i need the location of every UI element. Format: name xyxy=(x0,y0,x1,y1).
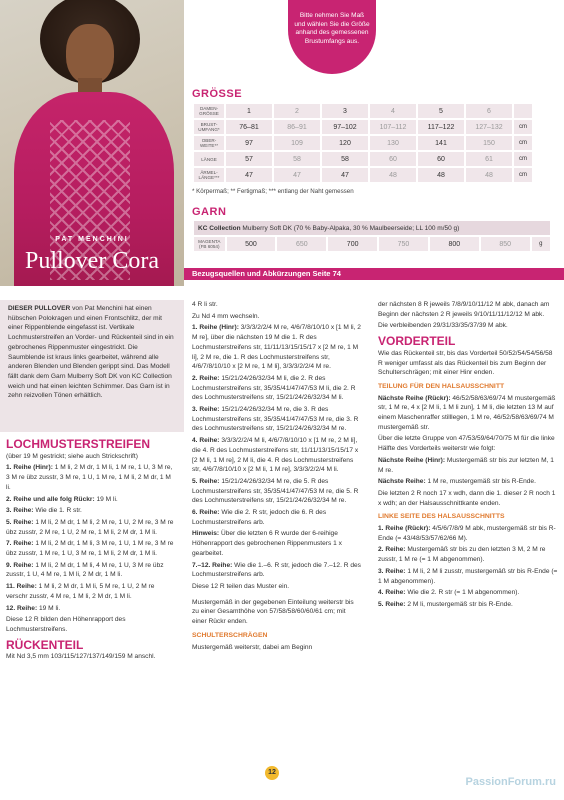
teilung-3: Nächste Reihe (Hinr): Mustergemäß str bis zur letzten M, 1 M re. xyxy=(378,456,554,474)
col2-p2: Zu Nd 4 mm wechseln. xyxy=(192,312,260,320)
size-row-label: ÄRMEL-LÄNGE*** xyxy=(194,168,224,182)
left-row-4: 4. Reihe: Wie die 2. R str (= 1 M abgenommen). xyxy=(378,589,520,597)
size-cell: 97 xyxy=(226,136,272,150)
left-row-1: 1. Reihe (Rückr): 4/5/6/7/8/9 M abk, mustergemäß str bis R-Ende (= 43/48/53/57/62/66 M). xyxy=(378,525,556,542)
size-cell: 107–112 xyxy=(370,120,416,134)
size-cell: 5 xyxy=(418,104,464,118)
sources-bar: Bezugsquellen und Abkürzungen Seite 74 xyxy=(184,268,564,280)
designer-name: PAT MENCHINI xyxy=(55,236,129,243)
size-cell: 109 xyxy=(274,136,320,150)
size-unit: cm xyxy=(514,152,532,166)
size-row-label: OBER-WEITE** xyxy=(194,136,224,150)
watermark: PassionForum.ru xyxy=(465,776,556,788)
row-11: 11. Reihe: 1 M li, 2 M dr, 1 M li, 5 M re, 1 U, 2 M re verschr zusstr, 4 M re, 1 M li, 2 M dr, 1 M li. xyxy=(6,583,155,600)
back-row-2: 2. Reihe: 15/21/24/26/32/34 M li, die 2. R des Lochmusterstreifens str, 35/35/41/47/47/53 M li, die 2. R des Lochmusterstreifens str, 15/21/24/26/32/34 M li. xyxy=(192,374,356,402)
size-unit: cm xyxy=(514,168,532,182)
yarn-amount: 800 xyxy=(430,237,479,251)
teilung-heading: TEILUNG FÜR DEN HALSAUSSCHNITT xyxy=(378,382,505,390)
schulter-text: Mustergemäß weiterstr, dabei am Beginn xyxy=(192,643,313,651)
yarn-amount: 850 xyxy=(481,237,530,251)
intro-text: DIESER PULLOVER von Pat Menchini hat einen hübschen Polokragen und einen Frontschlitz, der mit einer Rippenblende eingefasst ist. Vertikale Lochmusterstreifen an Vorder- und Rückenteil sind in ein gebrochenes Rippenmuster eingestrickt. Die Saumblende ist kraus links gearbeitet, während alle anderen Blenden und Blenden gerippt sind. Das Modell fällt dank dem Garn Mulberry Soft DK von KC Collection weich und hat einen leichten Schimmer. Das Garn ist in zehn reizvollen Tönen erhältlich. xyxy=(8,305,174,400)
col2-p3: Mustergemäß in der gegebenen Einteilung weiterstr bis zu einer Gesamthöhe von 57/58/58/60/60/61 cm; mit einer Rückr enden. xyxy=(192,598,354,626)
row-9: 9. Reihe: 1 M li, 2 M dr, 1 M li, 4 M re, 1 U, 3 M re übz zusstr, 1 U, 4 M re, 1 M li, 2 M dr, 1 M li. xyxy=(6,561,164,579)
teilung-1: Nächste Reihe (Rückr): 46/52/58/63/69/74 M mustergemäß str, 1 M re, 4 x [2 M li, 1 M li zun], 1 M li, die letzten 13 M auf einem Maschenraffer stilllegen, 1 M re, 46/52/58/63/69/74 M mustergemäß str. xyxy=(378,394,556,431)
yarn-amount: 500 xyxy=(227,237,276,251)
size-cell: 97–102 xyxy=(322,120,368,134)
yarn-description: KC Collection Mulberry Soft DK (70 % Baby-Alpaka, 30 % Maulbeerseide; LL 100 m/50 g) xyxy=(194,221,550,235)
left-row-2: 2. Reihe: Mustergemäß str bis zu den letzten 3 M, 2 M re zusstr, 1 M re (= 1 M abgenommen). xyxy=(378,546,546,564)
size-cell: 48 xyxy=(466,168,512,182)
size-cell: 120 xyxy=(322,136,368,150)
size-cell: 61 xyxy=(466,152,512,166)
size-row-label: DAMEN-GRÖSSE xyxy=(194,104,224,118)
size-row xyxy=(194,152,532,166)
size-unit: cm xyxy=(514,120,532,134)
yarn-amount: 650 xyxy=(277,237,326,251)
size-cell: 47 xyxy=(274,168,320,182)
size-cell: 127–132 xyxy=(466,120,512,134)
groesse-heading: GRÖSSE xyxy=(192,88,243,100)
size-cell: 58 xyxy=(274,152,320,166)
back-row-3: 3. Reihe: 15/21/24/26/32/34 M re, die 3. R des Lochmusterstreifens str, 35/35/41/47/47/53 M re, die 3. R des Lochmusterstreifens str, 15/21/24/26/32/34 M re. xyxy=(192,406,359,433)
vorderteil-text: Wie das Rückenteil str, bis das Vorderteil 50/52/54/54/56/58 R weniger umfasst als das Rückenteil bis zum Beginn der Schulterschrägen; mit einer Hinr enden. xyxy=(378,349,553,377)
yarn-amount: 700 xyxy=(328,237,377,251)
size-cell: 76–81 xyxy=(226,120,272,134)
teilung-5: Die letzten 2 R noch 17 x wdh, dann die 1. dieser 2 R noch 1 x wdh; an der Halsausschnittkante enden. xyxy=(378,489,556,507)
yarn-amount: 750 xyxy=(379,237,428,251)
teilung-2: Über die letzte Gruppe von 47/53/59/64/70/75 M für die linke Hälfte des Vorderteils weiterstr wie folgt: xyxy=(378,435,555,453)
size-cell: 117–122 xyxy=(418,120,464,134)
pattern-title: Pullover Cora xyxy=(25,248,159,274)
row-3: 3. Reihe: Wie die 1. R str. xyxy=(6,507,82,515)
back-row-1: 1. Reihe (Hinr): 3/3/3/2/2/4 M re, 4/6/7/8/10/10 x [1 M li, 2 M re], über die nächsten 19 M die 1. R des Lochmusterstreifens str, 11/11/13/15/15/17 x [2 M re, 1 M li], 2 M re, die 1. R des Lochmusterstreifens str, 4/6/7/8/10/10 x [2 M re, 1 M li], 3/3/3/2/2/4 M re. xyxy=(192,324,361,371)
size-cell: 130 xyxy=(370,136,416,150)
yarn-unit: g xyxy=(532,237,550,251)
size-cell: 60 xyxy=(418,152,464,166)
hinweis: Hinweis: Über die letzten 6 R wurde der 6-reihige Höhenrapport des gebrochenen Rippenmusters 1 x gearbeitet. xyxy=(192,530,342,557)
row-12: 12. Reihe: 19 M li. xyxy=(6,604,61,612)
face-shape xyxy=(66,24,114,84)
size-cell: 57 xyxy=(226,152,272,166)
size-row-label: LÄNGE xyxy=(194,152,224,166)
size-cell: 47 xyxy=(226,168,272,182)
size-cell: 58 xyxy=(322,152,368,166)
yarn-color-label: MAGENTA (FB 6054) xyxy=(194,237,225,251)
intro-box xyxy=(0,300,184,432)
size-row xyxy=(194,104,532,118)
row-5: 5. Reihe: 1 M li, 2 M dr, 1 M li, 2 M re, 1 U, 2 M re, 3 M re übz zusstr, 2 M re, 1 U, 2 M re, 1 M li, 2 M dr, 1 M li. xyxy=(6,518,174,536)
row-7: 7. Reihe: 1 M li, 2 M dr, 1 M li, 3 M re, 1 U, 1 M re, 3 M re übz zusstr, 1 M re, 1 U, 3 M re, 1 M li, 2 M dr, 1 M li. xyxy=(6,540,174,558)
back-row-4: 4. Reihe: 3/3/3/2/2/4 M li, 4/6/7/8/10/10 x [1 M re, 2 M li], die 4. R des Lochmusterstreifens str, 11/11/13/15/15/17 x [2 M li, 1 M re], 2 M li, die 4. R des Lochmusterstreifens str, 4/6/7/8/10/10 x [2 M li, 1 M re], 3/3/3/2/2/4 M li. xyxy=(192,437,359,474)
back-row-7-12: 7.–12. Reihe: Wie die 1.–6. R str, jedoch die 7.–12. R des Lochmusterstreifens arb. xyxy=(192,561,361,579)
linke-seite-heading: LINKE SEITE DES HALSAUSSCHNITTS xyxy=(378,513,505,521)
back-row-5: 5. Reihe: 15/21/24/26/32/34 M re, die 5. R des Lochmusterstreifens str, 35/35/41/47/47/53 M re, die 5. R des Lochmusterstreifens str, 15/21/24/26/32/34 M re. xyxy=(192,477,359,505)
size-cell: 3 xyxy=(322,104,368,118)
model-photo xyxy=(0,0,184,286)
yarn-table xyxy=(192,219,552,253)
size-cell: 48 xyxy=(370,168,416,182)
row-1: 1. Reihe (Hinr): 1 M li, 2 M dr, 1 M li, 1 M re, 1 U, 3 M re, 3 M re übz zusstr, 3 M re, 1 U, 1 M re, 1 M li, 2 M dr, 1 M li. xyxy=(6,464,173,491)
rueckenteil-text: Mit Nd 3,5 mm 103/115/127/137/149/159 M anschl. xyxy=(6,653,156,661)
vorderteil-heading: VORDERTEIL xyxy=(378,334,456,349)
column-3 xyxy=(378,300,558,612)
size-row-label: BRUST-UMFANG* xyxy=(194,120,224,134)
column-1 xyxy=(6,434,176,664)
col2-pattern-end: Diese 12 R teilen das Muster ein. xyxy=(192,582,290,590)
lochmuster-end: Diese 12 R bilden den Höhenrapport des Lochmusterstreifens. xyxy=(6,616,126,633)
page-number: 12 xyxy=(265,766,279,780)
size-cell: 48 xyxy=(418,168,464,182)
lochmuster-heading: LOCHMUSTERSTREIFEN xyxy=(6,437,150,451)
size-cell: 47 xyxy=(322,168,368,182)
schulter-heading: SCHULTERSCHRÄGEN xyxy=(192,631,268,639)
rueckenteil-heading: RÜCKENTEIL xyxy=(6,637,84,652)
size-unit: cm xyxy=(514,136,532,150)
size-cell: 2 xyxy=(274,104,320,118)
size-cell: 86–91 xyxy=(274,120,320,134)
garn-heading: GARN xyxy=(192,206,227,218)
size-row xyxy=(194,168,532,182)
size-cell: 1 xyxy=(226,104,272,118)
col3-p2: Die verbleibenden 29/31/33/35/37/39 M abk. xyxy=(378,322,508,330)
size-cell: 141 xyxy=(418,136,464,150)
size-cell: 4 xyxy=(370,104,416,118)
size-cell: 6 xyxy=(466,104,512,118)
size-row xyxy=(194,136,532,150)
size-footnote: * Körpermaß; ** Fertigmaß; *** entlang der Naht gemessen xyxy=(192,188,354,195)
col2-p1: 4 R li str. xyxy=(192,301,218,308)
row-2: 2. Reihe und alle folg Rückr: 19 M li. xyxy=(6,495,118,503)
size-cell: 60 xyxy=(370,152,416,166)
size-row xyxy=(194,120,532,134)
back-row-6: 6. Reihe: Wie die 2. R str, jedoch die 6. R des Lochmusterstreifens arb. xyxy=(192,509,327,526)
column-2 xyxy=(192,300,362,654)
size-unit xyxy=(514,104,532,118)
size-cell: 150 xyxy=(466,136,512,150)
teilung-4: Nächste Reihe: 1 M re, mustergemäß str bis R-Ende. xyxy=(378,478,536,486)
size-table xyxy=(192,102,534,184)
measure-callout: Bitte nehmen Sie Maß und wählen Sie die Größe anhand des gemessenen Brustumfangs aus. xyxy=(288,0,376,74)
col3-p1: der nächsten 8 R jeweils 7/8/9/10/11/12 M abk, danach am Beginn der nächsten 2 R jeweils 9/10/11/11/12/12 M abk. xyxy=(378,301,550,318)
left-row-3: 3. Reihe: 1 M li, 2 M li zusstr, mustergemäß str bis R-Ende (= 1 M abgenommen). xyxy=(378,567,558,585)
left-row-5: 5. Reihe: 2 M li, mustergemäß str bis R-Ende. xyxy=(378,600,513,608)
lochmuster-intro: (über 19 M gestrickt; siehe auch Strickschrift) xyxy=(6,452,138,460)
